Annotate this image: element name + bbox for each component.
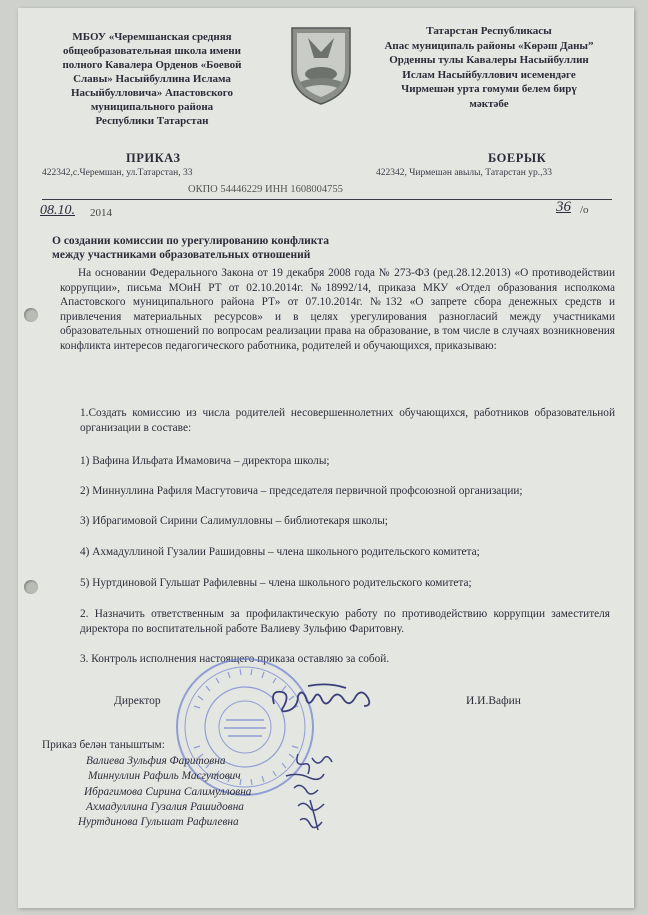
order-number-suffix: /о: [580, 204, 589, 216]
header-right-line: Орденны тулы Кавалеры Насыйбуллин: [389, 54, 589, 66]
coat-of-arms-icon: [288, 24, 354, 106]
doc-type-ru: ПРИКАЗ: [126, 151, 181, 165]
order-title-line: между участниками образовательных отношений: [52, 249, 311, 261]
address-tt: 422342, Чирмешән авылы, Татарстан ур.,33: [376, 168, 552, 178]
header-divider: [42, 199, 612, 200]
order-date-year: 2014: [90, 207, 112, 219]
acquainted-list: [78, 754, 251, 830]
order-date-handwritten: 08.10.: [40, 203, 75, 218]
order-title: [52, 234, 412, 262]
header-left-line: Славы» Насыйбуллина Ислама: [73, 73, 231, 85]
header-left-line: муниципального района: [90, 101, 214, 113]
header-left-line: общеобразовательная школа имени: [63, 45, 241, 57]
header-right-line: мәктәбе: [469, 97, 509, 110]
order-title-line: О создании комиссии по урегулированию конфликта: [52, 235, 329, 247]
header-right-line: Апас муниципаль районы «Көрәш Даны”: [384, 39, 594, 52]
member-item: 2) Миннуллина Рафиля Масгутовича – председателя первичной профсоюзной организации;: [80, 485, 523, 497]
header-left: [48, 30, 256, 128]
header-left-line: Насыйбулловича» Апастовского: [71, 87, 233, 99]
order-number-handwritten: 36: [556, 199, 571, 215]
punch-hole: [24, 308, 38, 322]
acquainted-title: Приказ белән таныштым:: [42, 739, 165, 751]
header-left-line: полного Кавалера Орденов «Боевой: [62, 59, 242, 71]
header-left-line: МБОУ «Черемшанская средняя: [72, 31, 232, 43]
acquainted-name: Миннуллин Рафиль Масгутович: [88, 770, 241, 783]
punch-hole: [24, 580, 38, 594]
director-role: Директор: [114, 695, 161, 707]
header-right-line: Татарстан Республикасы: [426, 25, 552, 37]
header-right-line: Ислам Насыйбуллович исемендәге: [402, 68, 576, 81]
header-right: [358, 24, 620, 111]
member-item: 1) Вафина Ильфата Имамовича – директора школы;: [80, 455, 330, 467]
point-1: 1.Создать комиссию из числа родителей несовершеннолетних обучающихся, работников образовательной организации в составе:: [80, 407, 615, 434]
acquainted-name: Ахмадуллина Гузалия Рашидовна: [86, 800, 244, 813]
preamble-text: На основании Федерального Закона от 19 декабря 2008 года № 273-ФЗ (ред.28.12.2013) «О противодействии коррупции», письма МОиН РТ от 02.10.2014г. №18992/14, приказа МКУ «Отдел образования исполкома Апастовского муниципального района РТ» от 07.10.2014г. №132 «О запрете сбора денежных средств и привлечения материальных ресурсов» и в целях урегулирования разногласий между участниками образовательных отношений по вопросам реализации права на образование, в том числе в случаях возникновения конфликта интересов педагогического работника, родителей и обучающихся, приказываю:: [60, 267, 615, 352]
doc-type-tt: БОЕРЫК: [488, 151, 547, 165]
point-2: 2. Назначить ответственным за профилактическую работу по противодействию коррупции заместителя директора по воспитательной работе Валиеву Зульфию Фаритовну.: [80, 608, 610, 635]
address-ru: 422342,с.Черемшан, ул.Татарстан, 33: [42, 168, 193, 178]
acquainted-name: Ибрагимова Сирина Салимулловна: [84, 785, 252, 798]
acquaintance-signatures-icon: [284, 748, 354, 838]
header-left-line: Республики Татарстан: [95, 115, 209, 127]
member-item: 5) Нуртдиновой Гульшат Рафилевны – члена школьного родительского комитета;: [80, 577, 472, 589]
point-3: 3. Контроль исполнения настоящего приказа оставляю за собой.: [80, 653, 390, 665]
acquainted-name: Валиева Зульфия Фаритовна: [86, 755, 226, 767]
director-signature-icon: [268, 680, 378, 720]
member-item: 4) Ахмадуллиной Гузалии Рашидовны – члена школьного родительского комитета;: [80, 546, 480, 558]
acquainted-name: Нуртдинова Гульшат Рафилевна: [78, 816, 239, 829]
okpo-inn: ОКПО 54446229 ИНН 1608004755: [188, 184, 343, 195]
director-name: И.И.Вафин: [466, 695, 521, 707]
order-preamble: [60, 266, 615, 354]
member-item: 3) Ибрагимовой Сирини Салимулловны – библиотекаря школы;: [80, 515, 388, 527]
document-page: [18, 8, 634, 908]
header-right-line: Чирмешән урта гомуми белем бирү: [401, 83, 577, 95]
